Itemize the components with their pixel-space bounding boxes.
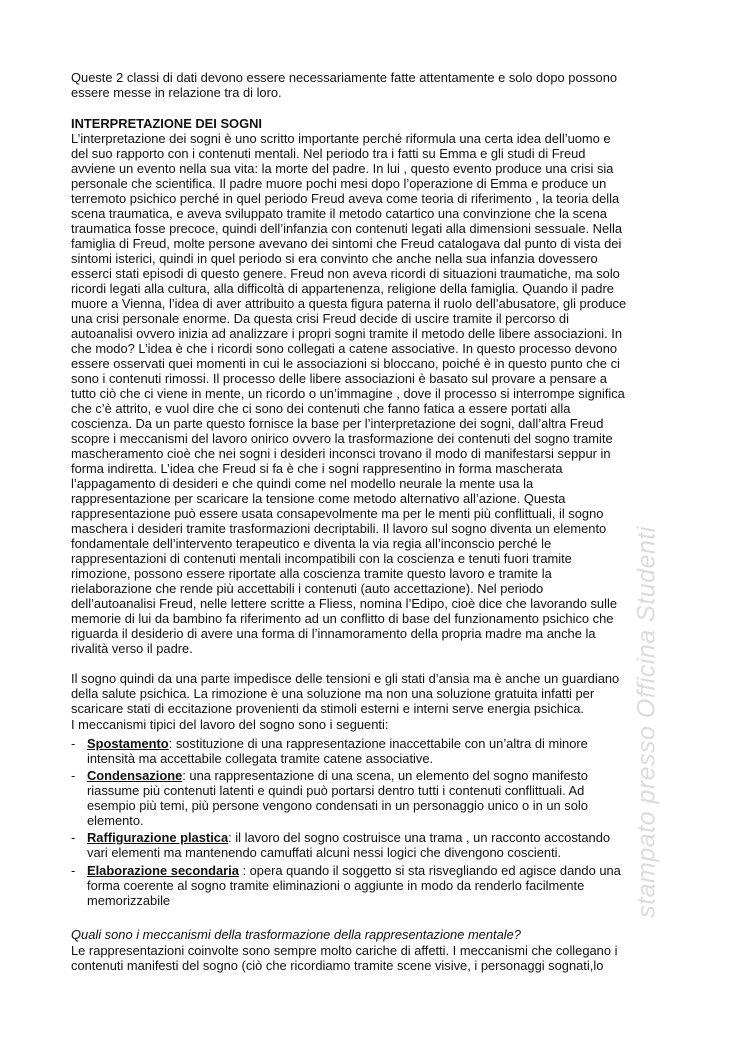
list-item-text: : sostituzione di una rappresentazione inaccettabile con un’altra di minore bbox=[168, 736, 588, 751]
text-line: forma indiretta. L’idea che Freud si fa è che i sogni rappresentino in forma mascherata bbox=[71, 461, 563, 476]
text-line: contenuti manifesti del sogno (ciò che ricordiamo tramite scene visive, i personaggi sognati,lo bbox=[71, 958, 604, 973]
dash-bullet-icon: - bbox=[71, 768, 76, 783]
text-line: tutto ciò che ci viene in mente, un ricordo o un’immagine , dove il processo si interrompe significa bbox=[71, 386, 625, 401]
list-item bbox=[71, 736, 681, 766]
text-line: esempio più temi, più persone vengono condensati in un personaggio unico o in un solo bbox=[87, 798, 588, 813]
text-line: che c’è attrito, e vuol dire che ci sono dei contenuti che fanno fatica a essere portati alla bbox=[71, 401, 571, 416]
list-item-text: : opera quando il soggetto si sta risvegliando ed agisce dando una bbox=[238, 863, 621, 878]
watermark: stampato presso Officina Studenti bbox=[632, 526, 661, 918]
text-line: mascheramento cioè che nei sogni i desideri inconsci trovano il modo di manifestarsi seppur in bbox=[71, 446, 611, 461]
text-line: autoanalisi ovvero inizia ad analizzare i propri sogni tramite il metodo delle libere associazioni. In bbox=[71, 326, 623, 341]
body-paragraph-3 bbox=[71, 943, 681, 973]
text-line: dell’autoanalisi Freud, nelle lettere scritte a Fliess, nomina l’Edipo, cioè dice che lavorando sulle bbox=[71, 596, 617, 611]
text-line: vari elementi ma mantenendo camuffati alcuni nessi logici che divengono coscienti. bbox=[87, 845, 562, 860]
text-line: della salute psichica. La rimozione è una soluzione ma non una soluzione gratuita infatti per bbox=[71, 686, 595, 701]
text-line: essere messe in relazione tra di loro. bbox=[71, 85, 282, 100]
list-item bbox=[71, 830, 681, 860]
text-line: l’appagamento di desideri e che quindi come nel modello neurale la mente usa la bbox=[71, 476, 534, 491]
text-line: rappresentazioni di contenuti mentali incompatibili con la coscienza e tenuti fuori tramite bbox=[71, 551, 572, 566]
text-line: sono i contenuti rimossi. Il processo delle libere associazioni è basato sul provare a pensare a bbox=[71, 371, 607, 386]
text-line: forma coerente al sogno tramite eliminazioni o aggiunte in modo da renderlo facilmente bbox=[87, 878, 585, 893]
list-item bbox=[71, 768, 681, 828]
text-line: riassume più contenuti latenti e quindi può portarsi dentro tutti i contenuti conflittuali. Ad bbox=[87, 783, 585, 798]
text-line: sintomi isterici, quindi in quel periodo si era convinto che anche nella sua infanzia dovessero bbox=[71, 251, 598, 266]
list-item-first-line bbox=[71, 768, 681, 783]
list-item bbox=[71, 863, 681, 908]
list-item-text: : una rappresentazione di una scena, un elemento del sogno manifesto bbox=[182, 768, 588, 783]
list-item-text: : il lavoro del sogno costruisce una trama , un racconto accostando bbox=[228, 830, 611, 845]
text-line: terremoto psichico perché in quel periodo Freud aveva come teoria di riferimento , la teoria della bbox=[71, 191, 620, 206]
text-line: esserci stati episodi di questo genere. Freud non aveva ricordi di situazioni traumatiche, ma solo bbox=[71, 266, 620, 281]
text-line: Le rappresentazioni coinvolte sono sempre molto cariche di affetti. I meccanismi che collegano i bbox=[71, 943, 618, 958]
text-line: personale che scientifica. Il padre muore pochi mesi dopo l’operazione di Emma e produce un bbox=[71, 176, 607, 191]
text-line: rielaborazione che rende più accettabili i contenuti (auto accettazione). Nel periodo bbox=[71, 581, 544, 596]
list-item-first-line bbox=[71, 736, 681, 751]
dash-bullet-icon: - bbox=[71, 736, 76, 751]
text-line: traumatica fosse precoce, quindi dell’infanzia con contenuti legati alla dimensioni sessuale. Nella bbox=[71, 221, 623, 236]
body-paragraph-1 bbox=[71, 131, 681, 656]
text-line: intensità ma accettabile collegata tramite catene associative. bbox=[87, 751, 434, 766]
text-line: elemento. bbox=[87, 813, 144, 828]
text-line: memorie di lui da bambino fa riferimento ad un conflitto di base del funzionamento psichico che bbox=[71, 611, 614, 626]
text-line: maschera i desideri tramite trasformazioni decriptabili. Il lavoro sul sogno diventa un elemento bbox=[71, 521, 607, 536]
text-line: scopre i meccanismi del lavoro onirico ovvero la trasformazione dei contenuti del sogno tramite bbox=[71, 431, 613, 446]
text-line: scena traumatica, e aveva sviluppato tramite il metodo catartico una convinzione che la scena bbox=[71, 206, 607, 221]
text-line: riguarda il desiderio di avere una forma di l’innamoramento della propria madre ma anche la bbox=[71, 626, 596, 641]
text-line: memorizzabile bbox=[87, 893, 171, 908]
text-line: L’interpretazione dei sogni è uno scritto importante perché riformula una certa idea dell’uomo e bbox=[71, 131, 611, 146]
text-line: una crisi personale enorme. Da questa crisi Freud decide di uscire tramite il percorso di bbox=[71, 311, 569, 326]
text-line: avviene un evento nella sua vita: la morte del padre. In lui , questo evento produce una crisi sia bbox=[71, 161, 614, 176]
list-intro: I meccanismi tipici del lavoro del sogno sono i seguenti: bbox=[71, 717, 389, 732]
text-line: rivalità verso il padre. bbox=[71, 641, 193, 656]
text-line: rappresentazione può essere usata consapevolmente ma per le menti più conflittuali, il sogno bbox=[71, 506, 604, 521]
list-item-term: Elaborazione secondaria bbox=[87, 863, 239, 878]
list-item-first-line bbox=[71, 830, 681, 845]
list-item-term: Condensazione bbox=[87, 768, 183, 783]
text-line: rappresentazione per scaricare la tensione come metodo alternativo all’azione. Questa bbox=[71, 491, 566, 506]
body-paragraph-2 bbox=[71, 671, 681, 716]
list-item-first-line bbox=[71, 863, 681, 878]
text-line: che modo? L’idea è che i ricordi sono collegati a catene associative. In questo processo devono bbox=[71, 341, 618, 356]
dash-bullet-icon: - bbox=[71, 863, 76, 878]
text-line: ricordi legati alla cultura, alla difficoltà di appartenenza, religione della famiglia. Quando il padre bbox=[71, 281, 614, 296]
dash-bullet-icon: - bbox=[71, 830, 76, 845]
text-line: scaricare stati di eccitazione provenienti da stimoli esterni e interni serve energia psichica. bbox=[71, 701, 585, 716]
section-heading: INTERPRETAZIONE DEI SOGNI bbox=[71, 116, 262, 131]
text-line: coscienza. Da un parte questo fornisce la base per l’interpretazione dei sogni, dall’altra Freud bbox=[71, 416, 604, 431]
text-line: muore a Vienna, l’idea di aver attribuito a questa figura paterna il ruolo dell’abusatore, gli produce bbox=[71, 296, 627, 311]
question-heading: Quali sono i meccanismi della trasformazione della rappresentazione mentale? bbox=[71, 927, 521, 942]
text-line: essere osservati quei momenti in cui le associazioni si bloccano, poiché è in questo punto che ci bbox=[71, 356, 620, 371]
text-line: Il sogno quindi da una parte impedisce delle tensioni e gli stati d’ansia ma è anche un guardiano bbox=[71, 671, 620, 686]
text-line: rimozione, possono essere riportate alla coscienza tramite questo lavoro e tramite la bbox=[71, 566, 552, 581]
list-item-term: Spostamento bbox=[87, 736, 169, 751]
text-line: famiglia di Freud, molte persone avevano dei sintomi che Freud catalogava dal punto di vista dei bbox=[71, 236, 622, 251]
text-line: del suo rapporto con i contenuti mentali. Nel periodo tra i fatti su Emma e gli studi di Freud bbox=[71, 146, 586, 161]
list-item-term: Raffigurazione plastica bbox=[87, 830, 229, 845]
text-line: Queste 2 classi di dati devono essere necessariamente fatte attentamente e solo dopo possono bbox=[71, 70, 618, 85]
intro-paragraph bbox=[71, 70, 681, 100]
text-line: fondamentale dell’intervento terapeutico e diventa la via regia all’inconscio perché le bbox=[71, 536, 552, 551]
